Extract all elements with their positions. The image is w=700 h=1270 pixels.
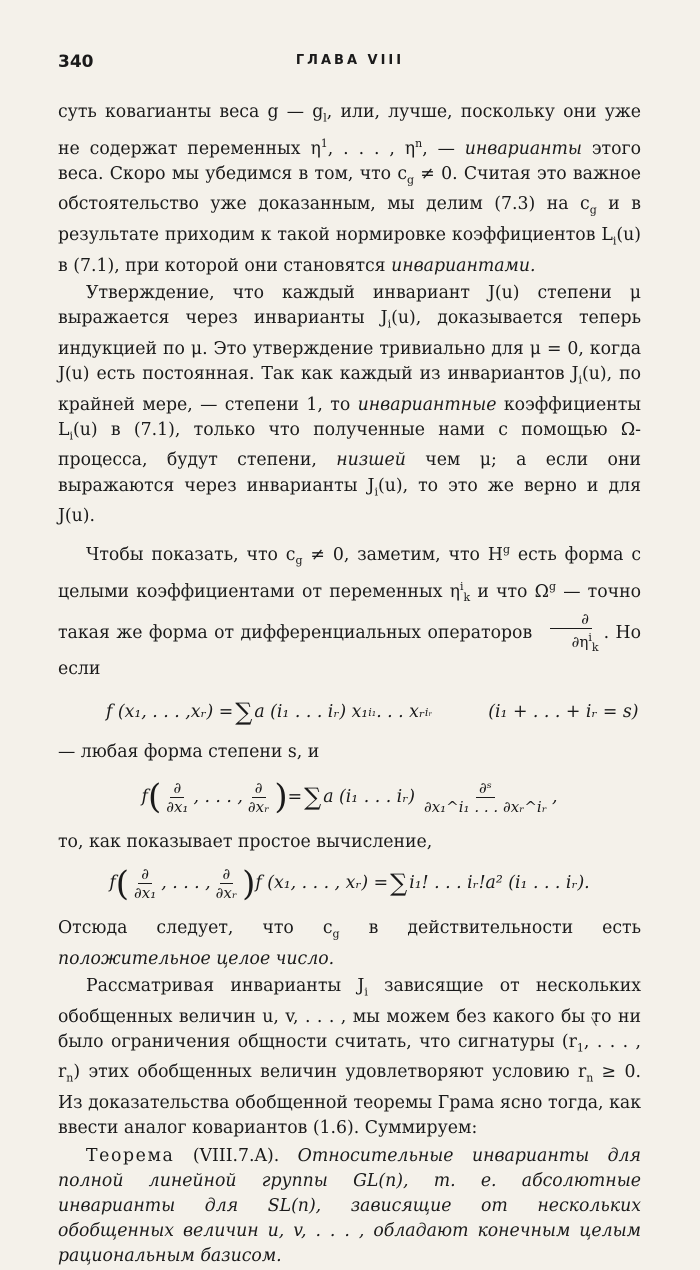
emph-positive-integer: положительное целое число. bbox=[58, 948, 335, 969]
emph-lower: низшей bbox=[336, 450, 406, 471]
paragraph-induction: Утверждение, что каждый инвариант J(u) степени μ выражается через инварианты $J_i(u)$, доказывается теперь индукцией по μ. Это утверждение тривиально для μ = 0, когда J(u) есть постоянная. Так как каждый из инвариантов $J_i(u)$, по крайней мере, — степени 1, то инвариантные коэффициенты $L_i(u)$ в (7.1), только что полученные нами с помощью Ω-процесса, будут степени, низшей чем μ; а если они выражаются через инварианты $J_i(u)$, то это же верно и для J(u). bbox=[58, 282, 642, 527]
paragraph-positive-integer: Отсюда следует, что $c_g$ в действительности есть положительное целое число. bbox=[58, 918, 641, 969]
chapter-title: ГЛАВА VIII bbox=[295, 53, 405, 68]
theorem-label: Теорема bbox=[86, 1145, 175, 1166]
formula-computation: f ( $\frac{\partial}{\text{∂x₁}}$ , . . . , $\frac{\partial}{\text{∂xᵣ}}$ ) f (x₁, . . . , xᵣ) = ∑ i₁! . . . iᵣ!a² (i₁ . . . iᵣ). bbox=[109, 863, 590, 904]
paragraph-several-quantities: Рассматривая инварианты $J_i$ зависящие от нескольких обобщенных величин u, v, . . . , мы можем без какого бы то ни было ограничения общности считать, что сигнатуры ($r_1$, . . . , $r_n$) этих обобщенных величин удовлетворяют условию $r_n \ge 0$. Из доказательства обобщенной теоремы Грама ясно тогда, как ввести аналог ковариантов (1.6). Суммируем: bbox=[58, 975, 641, 1139]
formula-form-f: f (x₁, . . . ,xᵣ) = ∑ a (i₁ . . . iᵣ) x₁ i₁ . . . xᵣ iᵣ (i₁ + . . . + iᵣ = s) bbox=[106, 698, 639, 727]
emph-invariants: инварианты bbox=[464, 138, 582, 159]
formula-condition: (i₁ + . . . + iᵣ = s) bbox=[488, 702, 639, 723]
running-head bbox=[58, 52, 642, 78]
emph-invariant-coeffs: инвариантные bbox=[357, 394, 497, 415]
theorem-statement: Относительные инварианты для полной линейной группы GL(n), т. е. абсолютные инварианты для SL(n), зависящие от нескольких обобщенных величин u, v, . . . , обладают конечным целым рациональным базисом. bbox=[58, 1145, 641, 1267]
theorem-number: (VIII.7.A). bbox=[174, 1145, 298, 1166]
paragraph-covariants: суть ковarианты веса g — $g_l$, или, лучше, поскольку они уже не содержат переменных $\eta^1$, . . . , $\eta^n$, — инварианты этого веса. Скоро мы убедимся в том, что $c_g \ne 0$. Считая это важное обстоятельство уже доказанным, мы делим (7.3) на $c_g$ и в результате приходим к такой нормировке коэффициентов $L_i(u)$ в (7.1), при которой они становятся инвариантами. bbox=[58, 102, 641, 276]
line-simple-computation: то, как показывает простое вычисление, bbox=[58, 831, 433, 852]
operator-fraction: $\frac{\partial}{\partial\eta^i_k}$ bbox=[541, 610, 602, 657]
emph-invariants-2: инвариантами. bbox=[391, 255, 536, 276]
theorem-VIII-7-A bbox=[58, 1144, 641, 1270]
line-any-form: — любая форма степени s, и bbox=[58, 741, 320, 762]
page-body bbox=[58, 100, 641, 1270]
paragraph-cg-nonzero: Чтобы показать, что $c_g \ne 0$, заметим, что $H^g$ есть форма с целыми коэффициентами от переменных $\eta^i_k$ и что $\Omega^g$ — точно такая же форма от дифференциальных операторов $\frac{\partial}{\partial\eta^i_k}$ . Но если bbox=[58, 543, 641, 680]
formula-differential: f ( $\frac{\partial}{\text{∂x₁}}$ , . . . , $\frac{\partial}{\text{∂xᵣ}}$ ) = ∑ a (i₁ . . . iᵣ) $\frac{\text{∂ˢ}}{\text{∂x₁\textasciicircum{}i₁ . . . ∂xᵣ\textasciicircum{}iᵣ}}$ , bbox=[141, 777, 558, 818]
page-number: 340 bbox=[58, 52, 94, 72]
